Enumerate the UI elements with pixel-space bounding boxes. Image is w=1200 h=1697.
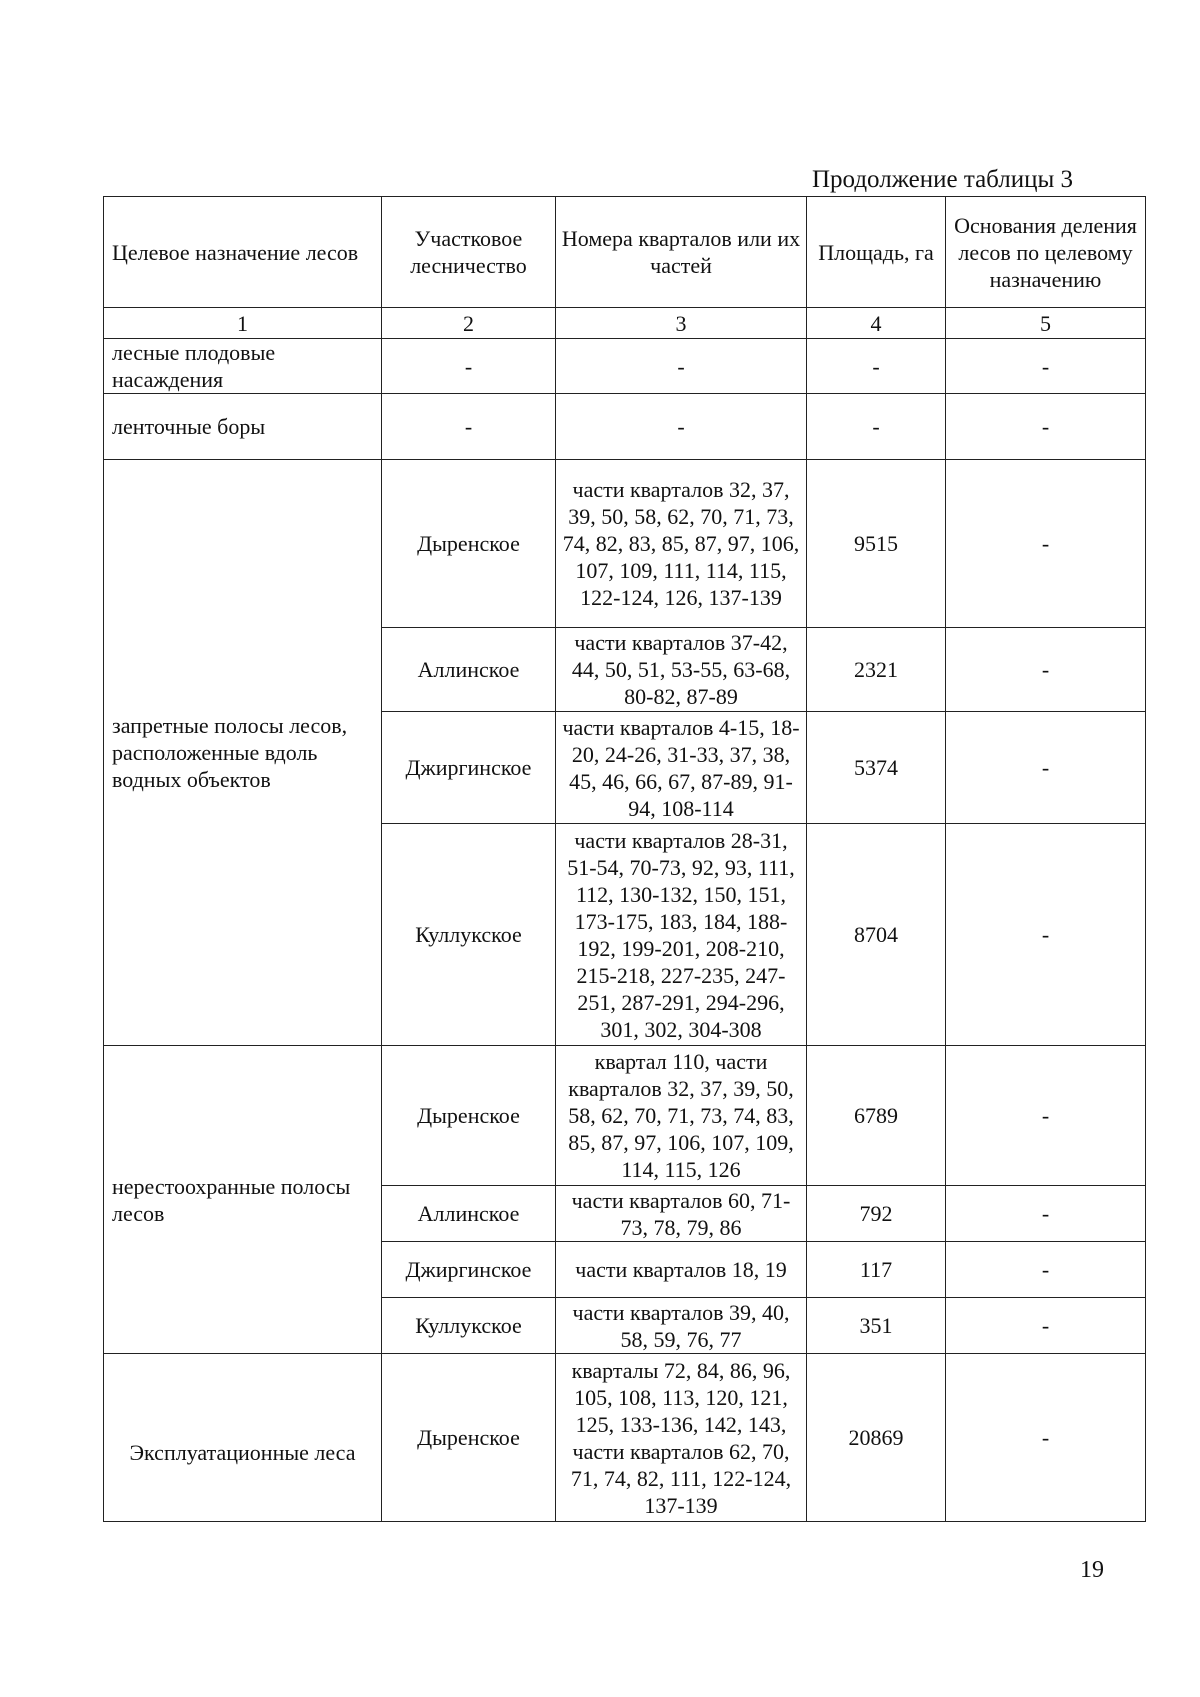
table-row [104,339,1146,394]
purpose-cell: лесные плодовые насаждения [104,339,382,394]
column-number-row [104,308,1146,339]
basis-cell: - [946,339,1146,394]
table-caption: Продолжение таблицы 3 [812,166,1074,193]
purpose-cell [104,1354,382,1522]
quarters-cell: части кварталов 4-15, 18-20, 24-26, 31-33, 37, 38, 45, 46, 66, 67, 87-89, 91-94, 108-114 [556,712,807,824]
area-cell: 5374 [807,712,946,824]
purpose-cell: ленточные боры [104,394,382,460]
table-row [104,460,1146,628]
forestry-cell: Куллукское [382,824,556,1046]
forestry-cell: Дыренское [382,1046,556,1186]
basis-cell: - [946,824,1146,1046]
table-row [104,394,1146,460]
basis-cell: - [946,460,1146,628]
quarters-cell: части кварталов 28-31, 51-54, 70-73, 92, 93, 111, 112, 130-132, 150, 151, 173-175, 183, 184, 188-192, 199-201, 208-210, 215-218, 227-235, 247-251, 287-291, 294-296, 301, 302, 304-308 [556,824,807,1046]
forest-purpose-table [103,196,1146,1522]
quarters-cell: кварталы 72, 84, 86, 96, 105, 108, 113, 120, 121, 125, 133-136, 142, 143, части кварталов 62, 70, 71, 74, 82, 111, 122-124, 137-139 [556,1354,807,1522]
area-cell: 792 [807,1186,946,1242]
quarters-cell: части кварталов 32, 37, 39, 50, 58, 62, 70, 71, 73, 74, 82, 83, 85, 87, 97, 106, 107, 109, 111, 114, 115, 122-124, 126, 137-139 [556,460,807,628]
area-cell: - [807,394,946,460]
forestry-cell: - [382,339,556,394]
basis-cell: - [946,1242,1146,1298]
forestry-cell: - [382,394,556,460]
basis-cell: - [946,394,1146,460]
col-number: 5 [946,308,1146,339]
quarters-cell: - [556,394,807,460]
basis-cell: - [946,1186,1146,1242]
header-purpose: Целевое назначение лесов [104,197,382,308]
quarters-cell: части кварталов 60, 71-73, 78, 79, 86 [556,1186,807,1242]
area-cell: - [807,339,946,394]
purpose-cell: запретные полосы лесов, расположенные вдоль водных объектов [104,460,382,1046]
header-basis: Основания деления лесов по целевому назначению [946,197,1146,308]
area-cell: 8704 [807,824,946,1046]
purpose-text: Эксплуатационные леса [129,1440,356,1465]
forestry-cell: Джиргинское [382,712,556,824]
forestry-cell: Аллинское [382,628,556,712]
basis-cell: - [946,712,1146,824]
col-number: 2 [382,308,556,339]
basis-cell: - [946,1354,1146,1522]
header-area: Площадь, га [807,197,946,308]
header-forestry: Участковое лесничество [382,197,556,308]
forestry-cell: Дыренское [382,1354,556,1522]
header-quarters: Номера кварталов или их частей [556,197,807,308]
col-number: 3 [556,308,807,339]
basis-cell: - [946,1046,1146,1186]
col-number: 4 [807,308,946,339]
quarters-cell: части кварталов 39, 40, 58, 59, 76, 77 [556,1298,807,1354]
table-header-row [104,197,1146,308]
area-cell: 117 [807,1242,946,1298]
table-row [104,1046,1146,1186]
area-cell: 9515 [807,460,946,628]
table-row [104,1354,1146,1522]
area-cell: 6789 [807,1046,946,1186]
col-number: 1 [104,308,382,339]
area-cell: 351 [807,1298,946,1354]
forestry-cell: Джиргинское [382,1242,556,1298]
forestry-cell: Дыренское [382,460,556,628]
quarters-cell: части кварталов 37-42, 44, 50, 51, 53-55, 63-68, 80-82, 87-89 [556,628,807,712]
quarters-cell: квартал 110, части кварталов 32, 37, 39, 50, 58, 62, 70, 71, 73, 74, 83, 85, 87, 97, 106, 107, 109, 114, 115, 126 [556,1046,807,1186]
quarters-cell: части кварталов 18, 19 [556,1242,807,1298]
area-cell: 2321 [807,628,946,712]
page-number: 19 [1080,1557,1104,1583]
area-cell: 20869 [807,1354,946,1522]
basis-cell: - [946,628,1146,712]
forestry-cell: Аллинское [382,1186,556,1242]
purpose-cell: нерестоохранные полосы лесов [104,1046,382,1354]
quarters-cell: - [556,339,807,394]
forestry-cell: Куллукское [382,1298,556,1354]
basis-cell: - [946,1298,1146,1354]
